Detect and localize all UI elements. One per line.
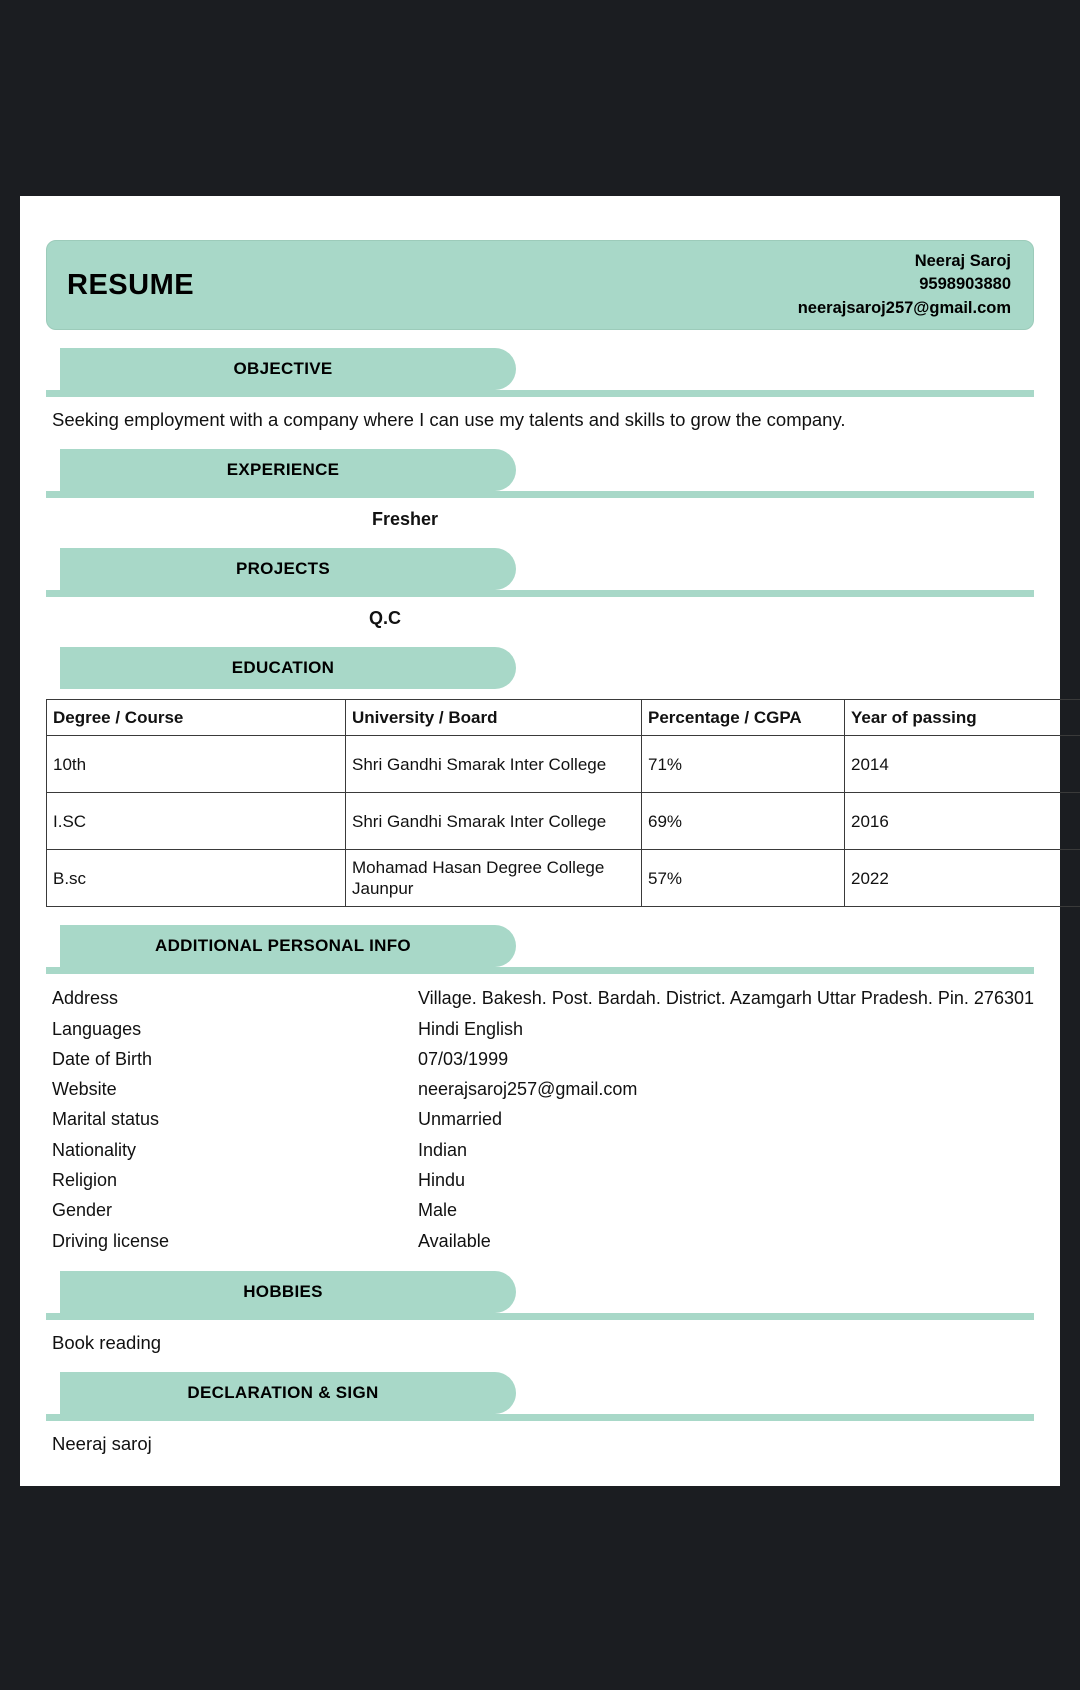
- section-title-declaration: DECLARATION & SIGN: [187, 1382, 379, 1402]
- section-rule-experience: [46, 491, 1034, 498]
- list-item: [52, 1017, 1034, 1041]
- section-pill-hobbies: [60, 1271, 516, 1313]
- section-rule-hobbies: [46, 1313, 1034, 1320]
- education-table-body: [47, 736, 1080, 907]
- cell-university: Shri Gandhi Smarak Inter College: [346, 793, 642, 850]
- list-item: [52, 1138, 1034, 1162]
- cell-university: Shri Gandhi Smarak Inter College: [346, 736, 642, 793]
- contact-email: neerajsaroj257@gmail.com: [797, 298, 1011, 317]
- section-header-declaration: [46, 1372, 1034, 1414]
- section-rule-projects: [46, 590, 1034, 597]
- info-value: Hindi English: [418, 1018, 524, 1039]
- section-projects: [46, 548, 1034, 629]
- section-title-hobbies: HOBBIES: [243, 1281, 323, 1301]
- info-value: Unmarried: [418, 1109, 503, 1130]
- section-header-hobbies: [46, 1271, 1034, 1313]
- section-objective: [46, 348, 1034, 431]
- column-header-percentage: Percentage / CGPA: [642, 700, 845, 736]
- education-table: [46, 699, 1080, 907]
- section-title-objective: OBJECTIVE: [233, 359, 333, 378]
- info-value: Indian: [418, 1139, 468, 1160]
- cell-percentage: 69%: [642, 793, 845, 850]
- info-value: Village. Bakesh. Post. Bardah. District. Azamgarh Uttar Pradesh. Pin. 276301: [418, 988, 1034, 1009]
- cell-year: 2022: [845, 850, 1080, 907]
- section-experience: [46, 449, 1034, 530]
- contact-phone: 9598903880: [919, 275, 1011, 294]
- list-item: [52, 986, 1034, 1010]
- table-row: [47, 736, 1080, 793]
- section-rule-objective: [46, 390, 1034, 397]
- list-item: [52, 1168, 1034, 1192]
- list-item: [52, 1047, 1034, 1071]
- list-item: [52, 1077, 1034, 1101]
- section-education: [46, 647, 1034, 907]
- list-item: [52, 1229, 1034, 1253]
- info-value: 07/03/1999: [418, 1048, 509, 1069]
- section-header-education: [46, 647, 1034, 689]
- info-value: neerajsaroj257@gmail.com: [418, 1079, 638, 1100]
- hobbies-text: Book reading: [52, 1331, 162, 1353]
- section-pill-education: [60, 647, 516, 689]
- cell-university: Mohamad Hasan Degree College Jaunpur: [346, 850, 642, 907]
- section-rule-declaration: [46, 1414, 1034, 1421]
- info-label: Religion: [52, 1170, 118, 1191]
- page-title: RESUME: [67, 268, 195, 301]
- section-header-projects: [46, 548, 1034, 590]
- section-header-objective: [46, 348, 1034, 390]
- section-pill-experience: [60, 449, 516, 491]
- cell-percentage: 71%: [642, 736, 845, 793]
- info-label: Address: [52, 988, 119, 1009]
- info-value: Male: [418, 1200, 458, 1221]
- section-pill-additional-info: [60, 925, 516, 967]
- contact-name: Neeraj Saroj: [914, 251, 1011, 270]
- section-pill-projects: [60, 548, 516, 590]
- info-label: Gender: [52, 1200, 113, 1221]
- section-title-experience: EXPERIENCE: [226, 460, 340, 479]
- table-row: [47, 850, 1080, 907]
- contact-block: [798, 250, 1011, 320]
- personal-info-list: [46, 986, 1034, 1253]
- info-label: Languages: [52, 1018, 142, 1039]
- experience-text: Fresher: [371, 509, 439, 529]
- section-title-additional-info: ADDITIONAL PERSONAL INFO: [155, 936, 411, 956]
- cell-degree: 10th: [47, 736, 346, 793]
- cell-percentage: 57%: [642, 850, 845, 907]
- section-hobbies: [46, 1271, 1034, 1354]
- resume-content: [46, 196, 1034, 1455]
- resume-header: [46, 240, 1034, 330]
- resume-page: [20, 196, 1060, 1486]
- education-table-head: [47, 700, 1080, 736]
- table-row: [47, 793, 1080, 850]
- info-label: Driving license: [52, 1230, 170, 1251]
- objective-text: Seeking employment with a company where I can use my talents and skills to grow the company.: [52, 409, 846, 430]
- section-title-projects: PROJECTS: [235, 559, 331, 578]
- list-item: [52, 1198, 1034, 1222]
- info-value: Hindu: [418, 1170, 466, 1191]
- section-pill-declaration: [60, 1372, 516, 1414]
- section-header-experience: [46, 449, 1034, 491]
- info-value: Available: [418, 1230, 491, 1251]
- section-title-education: EDUCATION: [231, 658, 335, 677]
- info-label: Marital status: [52, 1109, 160, 1130]
- cell-year: 2014: [845, 736, 1080, 793]
- cell-degree: I.SC: [47, 793, 346, 850]
- cell-degree: B.sc: [47, 850, 346, 907]
- section-declaration: [46, 1372, 1034, 1455]
- section-header-additional-info: [46, 925, 1034, 967]
- list-item: [52, 1107, 1034, 1131]
- column-header-year: Year of passing: [845, 700, 1080, 736]
- section-rule-additional-info: [46, 967, 1034, 974]
- section-additional-personal-info: [46, 925, 1034, 1253]
- info-label: Date of Birth: [52, 1048, 153, 1069]
- section-pill-objective: [60, 348, 516, 390]
- info-label: Nationality: [52, 1139, 137, 1160]
- declaration-signature: Neeraj saroj: [52, 1432, 152, 1454]
- table-header-row: [47, 700, 1080, 736]
- info-label: Website: [52, 1079, 117, 1100]
- cell-year: 2016: [845, 793, 1080, 850]
- projects-text: Q.C: [368, 608, 401, 628]
- column-header-degree: Degree / Course: [47, 700, 346, 736]
- column-header-university: University / Board: [346, 700, 642, 736]
